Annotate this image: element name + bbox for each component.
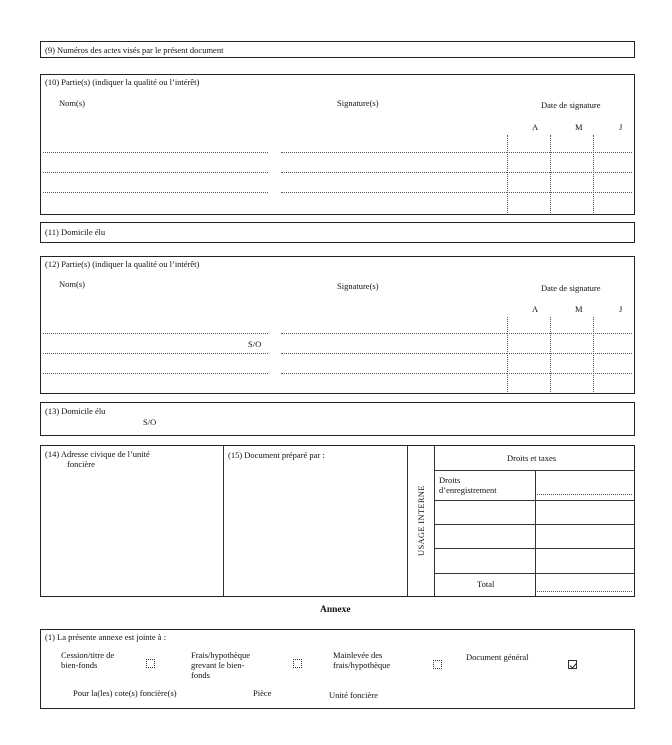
section-11-box xyxy=(40,222,635,243)
section-10-date-divider xyxy=(507,135,508,213)
section-10-date-header: Date de signature xyxy=(541,100,601,110)
section-10-name-line[interactable] xyxy=(43,192,268,193)
section-10-date-line[interactable] xyxy=(507,192,632,193)
option-general-checkbox[interactable] xyxy=(568,660,577,669)
section-10-month-header: M xyxy=(575,122,583,132)
option-charge-checkbox[interactable] xyxy=(293,659,302,668)
section-12-date-line[interactable] xyxy=(507,333,632,334)
section-12-date-divider xyxy=(550,317,551,392)
section-15-label: (15) Document préparé par : xyxy=(228,450,325,460)
section-14-label: (14) Adresse civique de l’unité xyxy=(45,449,150,459)
annex-section-1-label: (1) La présente annexe est jointe à : xyxy=(45,632,167,642)
total-fee-field[interactable] xyxy=(537,591,632,592)
section-10-signature-line[interactable] xyxy=(281,172,507,173)
section-13-label: (13) Domicile élu xyxy=(45,406,106,416)
section-12-signature-line[interactable] xyxy=(281,333,507,334)
section-13-box xyxy=(40,402,635,436)
fees-row-rule xyxy=(434,500,634,501)
fees-title: Droits et taxes xyxy=(507,453,557,463)
section-10-label: (10) Partie(s) (indiquer la qualité ou l’intérêt) xyxy=(45,77,200,87)
section-12-name-value: S/O xyxy=(248,339,262,349)
parcel-label: Pour la(les) cote(s) foncière(s) xyxy=(73,688,177,698)
section-10-date-line[interactable] xyxy=(507,152,632,153)
option-transfer-label-cont: bien-fonds xyxy=(61,660,98,670)
section-10-date-divider xyxy=(593,135,594,213)
section-12-names-header: Nom(s) xyxy=(59,279,85,289)
section-10-year-header: A xyxy=(532,122,539,132)
annex-box xyxy=(40,629,635,709)
option-transfer-checkbox[interactable] xyxy=(146,659,155,668)
option-charge-label-cont: grevant le bien- xyxy=(191,660,245,670)
section-13-value: S/O xyxy=(143,417,157,427)
section-divider xyxy=(407,446,408,596)
section-9-label: (9) Numéros des actes visés par le présent document xyxy=(45,45,224,55)
section-10-box xyxy=(40,74,635,215)
fees-header-rule xyxy=(434,470,634,471)
section-11-label: (11) Domicile élu xyxy=(45,227,106,237)
section-10-names-header: Nom(s) xyxy=(59,98,85,108)
internal-use-vertical-label: USAGE INTERNE xyxy=(416,485,426,556)
fees-row-rule xyxy=(434,548,634,549)
option-discharge-checkbox[interactable] xyxy=(433,660,442,669)
property-unit-label: Unité foncière xyxy=(329,690,378,700)
section-12-box xyxy=(40,256,635,394)
fees-row-rule xyxy=(434,524,634,525)
section-12-name-line[interactable] xyxy=(43,353,268,354)
section-12-label: (12) Partie(s) (indiquer la qualité ou l’intérêt) xyxy=(45,259,200,269)
section-10-signatures-header: Signature(s) xyxy=(337,98,379,108)
registration-fees-label: Droits xyxy=(439,475,461,485)
section-divider xyxy=(223,446,224,596)
section-10-name-line[interactable] xyxy=(43,152,268,153)
section-10-signature-line[interactable] xyxy=(281,192,507,193)
section-14-label-cont: foncière xyxy=(67,459,95,469)
section-10-signature-line[interactable] xyxy=(281,152,507,153)
option-general-label: Document général xyxy=(466,652,529,662)
section-12-date-header: Date de signature xyxy=(541,283,601,293)
option-charge-label-cont2: fonds xyxy=(191,670,210,680)
section-12-date-divider xyxy=(507,317,508,392)
section-12-date-divider xyxy=(593,317,594,392)
fees-row-rule xyxy=(434,573,634,574)
piece-label: Pièce xyxy=(253,688,272,698)
section-12-date-line[interactable] xyxy=(507,353,632,354)
option-discharge-label: Mainlevée des xyxy=(333,650,383,660)
section-10-day-header: J xyxy=(619,122,623,132)
section-12-signature-line[interactable] xyxy=(281,373,507,374)
section-10-name-line[interactable] xyxy=(43,172,268,173)
section-12-name-line[interactable] xyxy=(43,333,268,334)
section-12-day-header: J xyxy=(619,304,623,314)
total-label: Total xyxy=(477,579,495,589)
section-12-date-line[interactable] xyxy=(507,373,632,374)
option-charge-label: Frais/hypothèque xyxy=(191,650,251,660)
section-12-month-header: M xyxy=(575,304,583,314)
section-10-date-divider xyxy=(550,135,551,213)
section-14-15-box xyxy=(40,445,635,597)
option-transfer-label: Cession/titre de xyxy=(61,650,115,660)
section-12-year-header: A xyxy=(532,304,539,314)
section-10-date-line[interactable] xyxy=(507,172,632,173)
option-discharge-label-cont: frais/hypothèque xyxy=(333,660,391,670)
registration-fee-field[interactable] xyxy=(537,494,632,495)
registration-fees-label-cont: d’enregistrement xyxy=(439,485,497,495)
section-12-signatures-header: Signature(s) xyxy=(337,281,379,291)
section-12-signature-line[interactable] xyxy=(281,353,507,354)
section-12-name-line[interactable] xyxy=(43,373,268,374)
section-9-box xyxy=(40,41,635,58)
annex-title: Annexe xyxy=(320,605,351,615)
fees-column-divider xyxy=(535,470,536,596)
